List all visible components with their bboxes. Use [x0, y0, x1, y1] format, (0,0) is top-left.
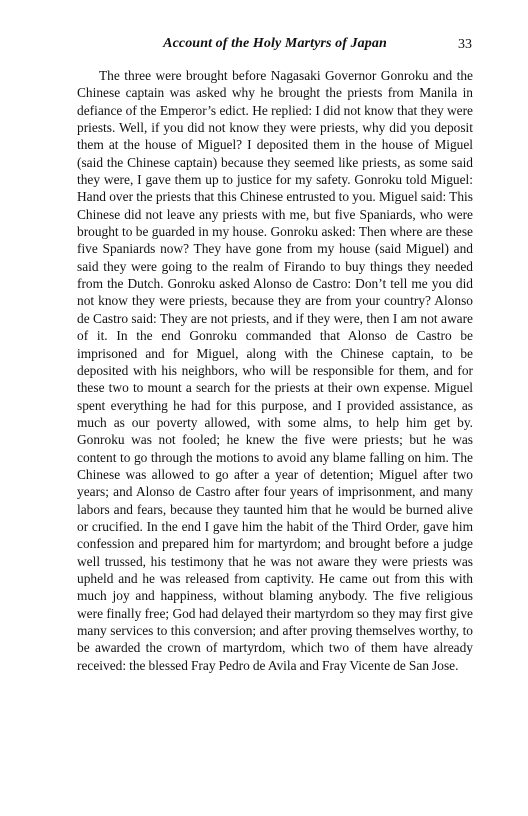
running-title: Account of the Holy Martyrs of Japan: [163, 36, 387, 51]
page-number: 33: [458, 37, 472, 52]
running-header: [78, 34, 472, 54]
body-paragraph: The three were brought before Nagasaki Governor Gonroku and the Chinese captain was asked why he brought the priests from Manila in defiance of the Emperor’s edict. He replied: I did not know that they were priests. Well, if you did not know they were priests, why did you deposit them at the house of Miguel? I deposited them in the house of Miguel (said the Chinese captain) because they seemed like priests, as some said they were, I gave them up to justice for my safety. Gonroku told Miguel: Hand over the priests that this Chinese entrusted to you. Miguel said: This Chinese did not leave any priests with me, but five Spaniards, who were brought to be guarded in my house. Gonroku asked: Then where are these five Spaniards now? They have gone from my house (said Miguel) and said they were going to the realm of Firando to buy things they needed from the Dutch. Gonroku asked Alonso de Castro: Don’t tell me you did not know they were priests, because they are from your country? Alonso de Castro said: They are not priests, and if they were, then I am not aware of it. In the end Gonroku commanded that Alonso de Castro be imprisoned and for Miguel, along with the Chinese captain, to be deposited with his neighbors, who will be responsible for them, and for these two to mount a search for the priests at their own expense. Miguel spent everything he had for this purpose, and I provided assistance, as much as our poverty allowed, with some alms, to help him get by. Gonroku was not fooled; he knew the five were priests; but he was content to go through the motions to avoid any blame falling on him. The Chinese was allowed to go after a year of detention; Miguel after two years; and Alonso de Castro after four years of imprisonment, and many labors and fears, because they taunted him that he would be burned alive or crucified. In the end I gave him the habit of the Third Order, gave him confession and prepared him for martyrdom; and brought before a judge well trussed, his testimony that he was not aware they were priests was upheld and he was released from captivity. He came out from this with much joy and happiness, without blaming anybody. The five religious were finally free; God had delayed their martyrdom so they may first give many services to this conversion; and after proving themselves worthy, to be awarded the crown of martyrdom, which two of them have already received: the blessed Fray Pedro de Avila and Fray Vicente de San Jose.: [77, 68, 473, 673]
